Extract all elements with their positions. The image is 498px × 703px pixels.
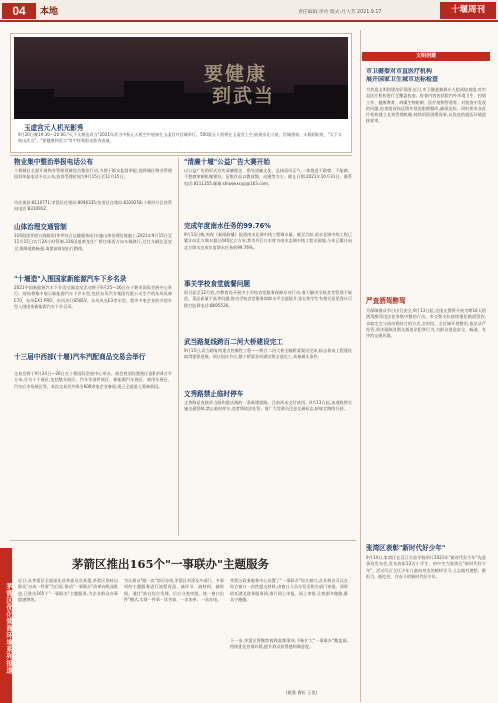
series-banner: 茅箭区优化营商环境系列报道 xyxy=(0,548,12,703)
article-title: 文秀路禁止临时停车 xyxy=(184,390,244,398)
article-title: 展开国家卫生城市达标检查 xyxy=(366,76,439,83)
column-banner: 文明创建 xyxy=(362,52,490,61)
article-title: 市卫健委对市直医疗机构 xyxy=(366,68,433,75)
article-body: 9月13日晚,央视《新闻联播》报道南水北调中线工程调水量。截至目前,南水北调中线工程已累计向北方调水超过440亿立方米,我市丹江口水库为南水北调中线工程水源地,今年已累计向北方调水完成年度调水任务的99.76%。 xyxy=(184,232,352,250)
top-bar xyxy=(0,0,498,22)
article-body: 为保障群众节日出行安全,9月13日起,全国交警将开展为期16天的酒驾醉驾违法犯罪集中整治行动。市交警支队持续强化路面管控,采取定点与流动相结合的方式,全时段、全区域开展整治,依法从严处罚,坚决遏制涉酒交通违法犯罪行为,为群众创造安全、畅通、有序的交通环境。 xyxy=(366,308,486,339)
page-number: 04 xyxy=(2,3,36,19)
article-title: 张湾区表彰"新时代好少年" xyxy=(366,544,446,552)
byline: (姚蔓 曹昕 王优) xyxy=(286,690,318,695)
photo-headline: 玉虚宫元人机光影秀 xyxy=(24,124,84,132)
news-column-left xyxy=(14,158,172,435)
article-title: 完成年度南水任务的99.76% xyxy=(184,222,271,230)
article-title: 武当路复线跨百二河大桥建设完工 xyxy=(184,338,283,346)
article-body: 316国道茅塔五线路段(茅坪综合运输服务站)实施山体治理边坡施工,2021年9月15日至11月15日实行24小时管制,316国道黄龙往广桥往郧西方向车辆绕行,过往车辆注意安全,保障道路畅通,请提前规划出行路线。 xyxy=(14,233,172,251)
article-body: 2021中国新能源汽车下乡活动湖北站活动将于9月25—26日在十堰市国际会展中心举行。现场将集中展示新能源汽车下乡车型,包括东风汽车集团有限公司生产的东风风神E70、东风EX1 PRO、东风风行S50EV、东风风光E3等车型。我市多家企业的多款车型入围国家新能源汽车下乡目录。 xyxy=(14,285,172,309)
article-body: 市住建局:8110771;茅箭区住建局:8096335;张湾区住建局:8329258;十堰经开区房管局电话:8310912。 xyxy=(14,200,172,212)
photo-drone-text-2: 到武当 xyxy=(212,85,276,107)
feature-body: 下一步,茅箭区将继续梳理高频事项,不断扩大"一事联办"覆盖面,持续优化营商环境,提升群众获得感和满意度。 xyxy=(230,638,348,650)
article-body: 文秀路是连接武当路和重庆路的一条新建道路。目前尚未交付使用。9月13日起,该道路将实施交通管制,禁止临时停车,违者将依法处罚。请广大驾驶员注意交通标志,按规定路线行驶。 xyxy=(184,400,352,412)
article-body: 9月15日,武当路复线重点控制性工程——跨百二河大桥全幅桥梁架设完成,标志着该工程建设取得重要进展。预计国庆节后,整个桥梁各项建设将全部完工,具备通车条件。 xyxy=(184,348,352,360)
feature-headline: 茅箭区推出165个"一事联办"主题服务 xyxy=(72,557,269,571)
news-photo xyxy=(14,37,348,119)
article-title: 事关学校食堂就餐问题 xyxy=(184,280,250,288)
article-title: 严查酒驾醉驾 xyxy=(366,297,406,305)
article-title: "清廉十堰"公益广告大赛开始 xyxy=(184,158,270,166)
article-title: 物业集中整治举报电话公布 xyxy=(14,158,94,166)
feature-body: 茅箭区政务服务中心设置了"一事联办"综合窗口,企业群众可以在综合窗口一次性提交材料,由窗口人员分发至相关部门审批。同时依托湖北政务服务网,推行网上申报、网上审批,让数据多跑路,群众少跑腿。 xyxy=(230,578,348,602)
news-column-middle xyxy=(184,158,352,444)
right-column-content xyxy=(366,68,486,645)
article-title: "十堰造"入围国家新能源汽车下乡名录 xyxy=(14,275,127,283)
article-title: 山体治理交通管制 xyxy=(14,223,67,231)
photo-drone-text-1: 要健康 xyxy=(204,63,268,85)
feature-body: 为让群众"跑一次"即可办结,茅箭区对涉及多部门、多事项的主题服务进行流程再造、减环节、减材料、减时间。通过"前台综合受理、后台分类审批、统一窗口出件"模式,实现一件事一次告知、一次表单、一次办结。 xyxy=(124,578,224,602)
article-body: 交易会将于9月24日—26日在十堰国际会展中心举办。展会规划设置展区面积约4万平方米,分为十个展区,包括整车展区、汽车零部件展区、新能源汽车展区、商用车展区、汽车后市场展区等。本次交易会共吸引600余家企业参展,现已全面进入筹备阶段。 xyxy=(14,371,172,389)
article-body: 十堰城区全面开展物业管理领域综合整治行动,为便于群众监督举报,现将城区物业管理投诉举报电话予以公布,投诉受理时间为9月15日至11月15日。 xyxy=(14,168,172,180)
article-title: 十三届中西部(十堰)汽车汽配商品交易会举行 xyxy=(14,353,146,361)
brand-logo: 十堰周刊 xyxy=(440,2,496,19)
article-body: 以公益广告的形式宣传清廉理念、倡导清廉文化、弘扬清风正气,一体推进不敢腐、不能腐、不想腐体制机制建设。征集作品以微视频、动漫等为主。截止日期:2021年10月31日。联系电话:8111355,邮箱:shiwjwxcyp@163.com。 xyxy=(184,168,352,186)
article-body: 为营造文明创建良好氛围,近日,市卫健委抽调专人组成检查组,对市直医疗机构进行全覆盖检查。检查内容包括院内外环境卫生、控烟工作、健康教育、病媒生物防制、医疗废物管理等。对检查中发现的问题,检查组现场反馈并督促限期整改,确保达标。同时要求各医疗机构建立长效管理机制,持续巩固创建成果,以优良的就医环境迎接复审。 xyxy=(366,87,486,124)
section-label: 本地 xyxy=(40,7,59,17)
article-body: 即日起至12月底,市教育局开展中小学校食堂服务保障专项行动,着力解决学校食堂管理不规范、菜品质量不高等问题,推动学校食堂服务保障水平全面提升,家长和学生有相关意见建议可拨打监督电话:8695526。 xyxy=(184,290,352,308)
editor-credits: 责任编辑:李玲 版式:月大芳 2021.9.17 xyxy=(298,10,382,15)
feature-body: 近日,从茅箭区全面深化改革委员会获悉,茅箭区坚持以群众"办成一件事"为目标,推动"一事联办"改革向纵深推进,已推出165个"一事联办"主题服务,为企业群众办事提速增效。 xyxy=(18,578,118,602)
article-body: 9月14日,张湾区在汉江实验学校举行2021年"新时代好少年"先进事迹发布会,发布表彰12名小学生、初中生为张湾区"新时代好少年"。活动号召全区少年儿童向身边的榜样学习,立志做有理想、敢担当、能吃苦、肯奋斗的新时代好少年。 xyxy=(366,555,486,579)
photo-caption: 9月20日晚19:30—20:00,"天下太极出武当"2021年武当中秋元人机空中展演在玉虚宫外宫城举行。500架无人机将在玉虚宫上空,展现出北斗星、宫城建筑、太极阴阳鱼、"天下太极出武当"、"要健康到武当"等字样和彩光影秀表演。 xyxy=(18,132,342,144)
